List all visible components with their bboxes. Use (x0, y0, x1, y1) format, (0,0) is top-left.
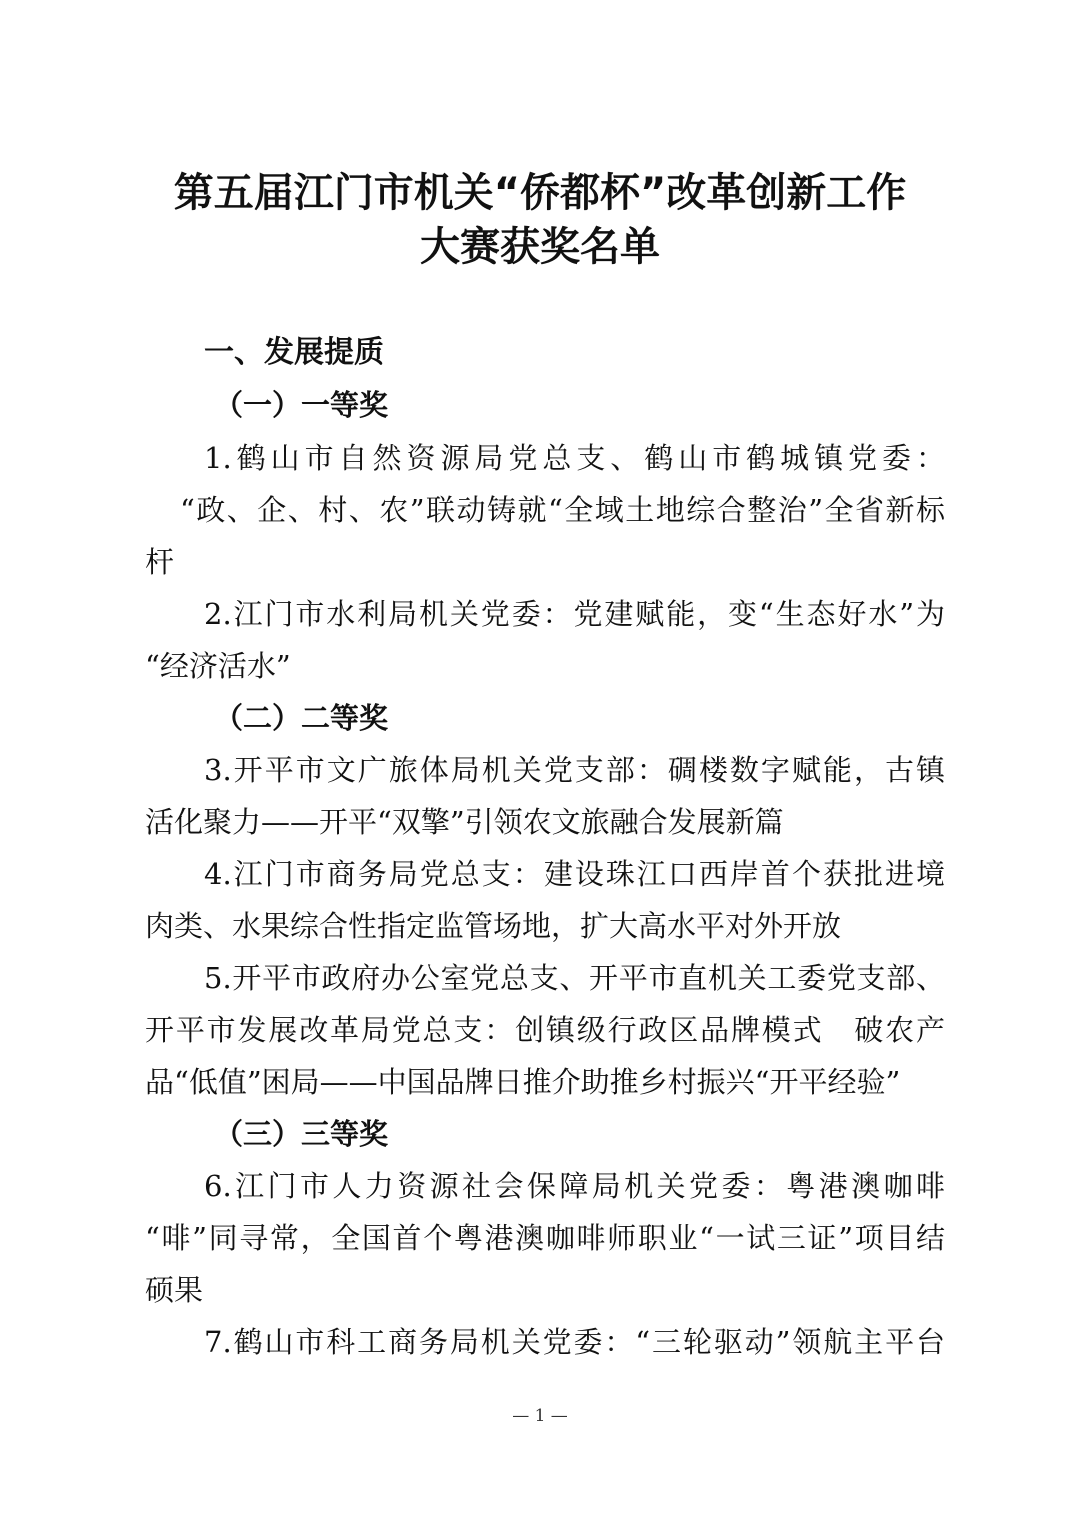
award-4-line-2: 肉类、水果综合性指定监管场地，扩大高水平对外开放 (145, 909, 842, 943)
award-5-line-2: 开平市发展改革局党总支：创镇级行政区品牌模式 破农产 (145, 1013, 945, 1047)
award-2-line-1: 2.江门市水利局机关党委：党建赋能，变“生态好水”为 (204, 597, 945, 631)
third-prize-heading: （三）三等奖 (214, 1117, 389, 1151)
page-number: — 1 — (512, 1406, 568, 1426)
award-6-line-1: 6.江门市人力资源社会保障局机关党委：粤港澳咖啡 (204, 1169, 945, 1203)
document-title-line-2: 大赛获奖名单 (420, 224, 660, 270)
second-prize-heading: （二）二等奖 (214, 701, 389, 735)
award-2-line-2: “经济活水” (145, 649, 291, 683)
award-1-line-1: 1.鹤山市自然资源局党总支、鹤山市鹤城镇党委： (204, 441, 945, 475)
award-5-line-3: 品“低值”困局——中国品牌日推介助推乡村振兴“开平经验” (145, 1065, 901, 1099)
award-1-line-3: 杆 (145, 545, 175, 579)
award-6-line-3: 硕果 (145, 1273, 204, 1307)
award-1-line-2: “政、企、村、农”联动铸就“全域土地综合整治”全省新标 (180, 493, 945, 527)
award-6-line-2: “啡”同寻常，全国首个粤港澳咖啡师职业“一试三证”项目结 (145, 1221, 945, 1255)
award-7-line-1: 7.鹤山市科工商务局机关党委：“三轮驱动”领航主平台 (204, 1325, 945, 1359)
award-3-line-2: 活化聚力——开平“双擎”引领农文旅融合发展新篇 (145, 805, 784, 839)
section-heading: 一、发展提质 (204, 335, 384, 370)
award-4-line-1: 4.江门市商务局党总支：建设珠江口西岸首个获批进境 (204, 857, 945, 891)
award-5-line-1: 5.开平市政府办公室党总支、开平市直机关工委党支部、 (204, 961, 945, 995)
first-prize-heading: （一）一等奖 (214, 388, 389, 422)
document-title-line-1: 第五届江门市机关“侨都杯”改革创新工作 (173, 170, 907, 216)
award-3-line-1: 3.开平市文广旅体局机关党支部：碉楼数字赋能，古镇 (204, 753, 945, 787)
